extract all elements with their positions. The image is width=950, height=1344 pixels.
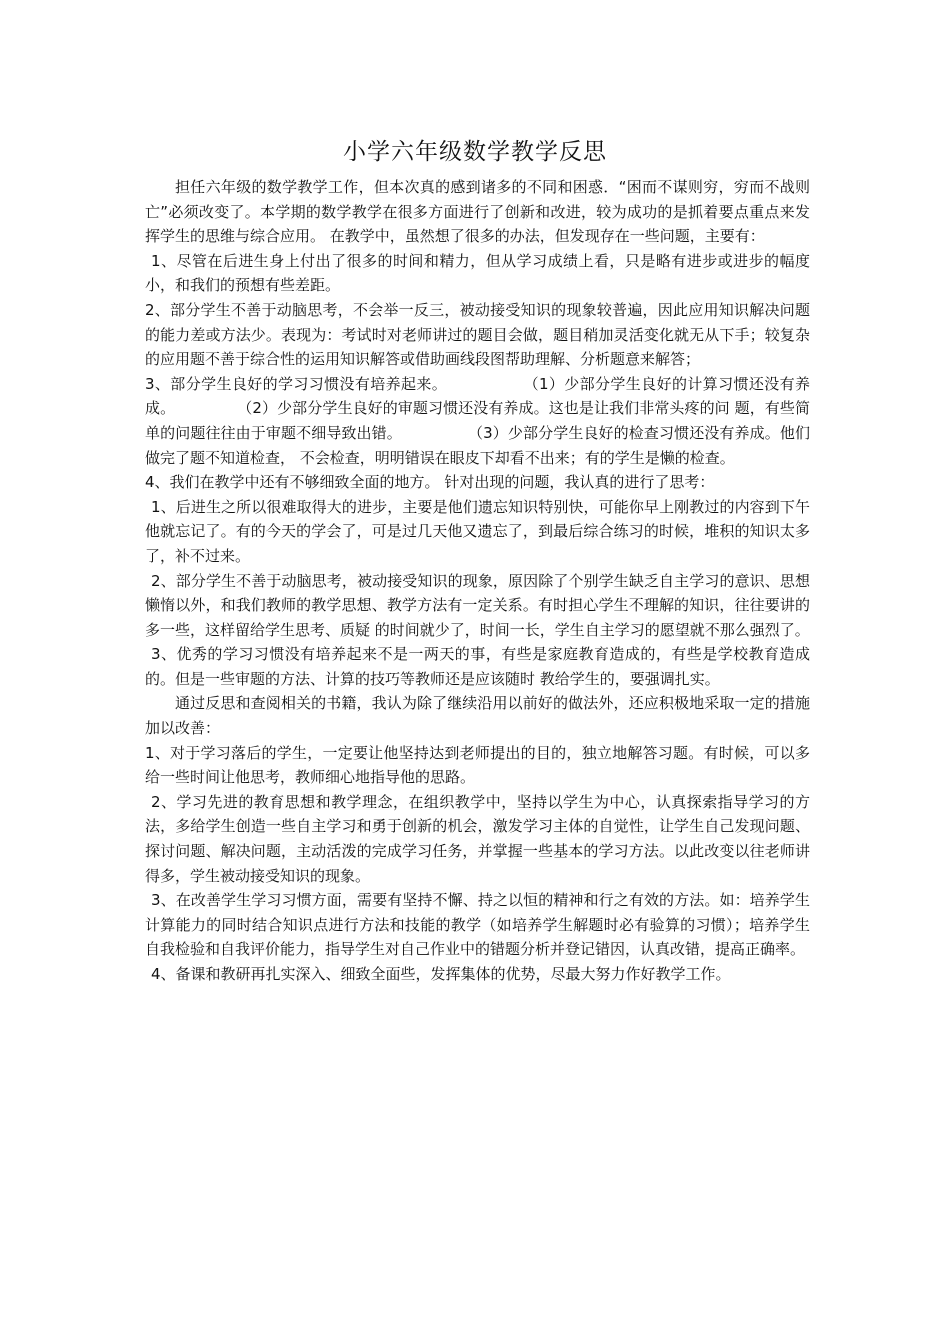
problem-3-item-1: （1）少部分学生良好的计算习惯还没有养成。: [145, 374, 811, 418]
measure-4-paragraph: 4、备课和教研再扎实深入、细致全面些，发挥集体的优势，尽最大努力作好教学工作。: [151, 965, 731, 983]
transition-paragraph: 通过反思和查阅相关的书籍，我认为除了继续沿用以前好的做法外，还应积极地采取一定的措施加以改善：: [145, 694, 810, 738]
intro-paragraph: 担任六年级的数学教学工作，但本次真的感到诸多的不同和困惑．“困而不谋则穷，穷而不战则亡”必须改变了。本学期的数学教学在很多方面进行了创新和改进，较为成功的是抓着要点重点来发挥学生的思维与综合应用。 在教学中，虽然想了很多的办法，但发现存在一些问题，主要有：: [145, 178, 810, 246]
reflection-1-paragraph: 1、后进生之所以很难取得大的进步，主要是他们遗忘知识特别快，可能你早上刚教过的内容到下午他就忘记了。有的今天的学会了，可是过几天他又遗忘了，到最后综合练习的时候，堆积的知识太多了，补不过来。: [145, 497, 810, 565]
measure-1-paragraph: 1、对于学习落后的学生，一定要让他坚持达到老师提出的目的，独立地解答习题。有时候，可以多给一些时间让他思考，教师细心地指导他的思路。: [145, 743, 810, 787]
problem-3-paragraph: [145, 372, 810, 470]
problem-3-item-3: （3）少部分学生良好的检查习惯还没有养成。他们做完了题不知道检查， 不会检查，明明错误在眼皮下却看不出来；有的学生是懒的检查。: [145, 423, 810, 467]
problem-4-paragraph: 4、我们在教学中还有不够细致全面的地方。 针对出现的问题，我认真的进行了思考：: [145, 473, 715, 492]
document-body: [145, 175, 810, 987]
reflection-3-paragraph: 3、优秀的学习习惯没有培养起来不是一两天的事，有些是家庭教育造成的，有些是学校教育造成的。但是一些审题的方法、计算的技巧等教师还是应该随时 教给学生的，要强调扎实。: [145, 645, 810, 688]
measure-3-paragraph: 3、在改善学生学习习惯方面，需要有坚持不懈、持之以恒的精神和行之有效的方法。如：培养学生计算能力的同时结合知识点进行方法和技能的教学（如培养学生解题时必有验算的习惯）；培养学生自我检验和自我评价能力，指导学生对自己作业中的错题分析并登记错因，认真改错，提高正确率。: [145, 891, 810, 959]
reflection-2-paragraph: 2、部分学生不善于动脑思考，被动接受知识的现象，原因除了个别学生缺乏自主学习的意识、思想懒惰以外，和我们教师的教学思想、教学方法有一定关系。有时担心学生不理解的知识，往往要讲的多一些，这样留给学生思考、质疑 的时间就少了，时间一长，学生自主学习的愿望就不那么强烈了。: [145, 571, 810, 639]
measure-2-paragraph: 2、学习先进的教育思想和教学理念，在组织教学中，坚持以学生为中心，认真探索指导学习的方法，多给学生创造一些自主学习和勇于创新的机会，激发学习主体的自觉性，让学生自己发现问题、探讨问题、解决问题，主动活泼的完成学习任务，并掌握一些基本的学习方法。以此改变以往老师讲得多，学生被动接受知识的现象。: [145, 792, 810, 885]
problem-2-paragraph: 2、部分学生不善于动脑思考，不会举一反三，被动接受知识的现象较普遍，因此应用知识解决问题的能力差或方法少。表现为：考试时对老师讲过的题目会做，题目稍加灵活变化就无从下手；较复杂的应用题不善于综合性的运用知识解答或借助画线段图帮助理解、分析题意来解答；: [145, 300, 810, 369]
document-title: 小学六年级数学教学反思: [343, 139, 607, 165]
problem-3-heading: 3、部分学生良好的学习习惯没有培养起来。: [145, 374, 448, 393]
problem-1-paragraph: 1、尽管在后进生身上付出了很多的时间和精力，但从学习成绩上看，只是略有进步或进步的幅度小，和我们的预想有些差距。: [145, 251, 810, 295]
problem-3-item-2: （2）少部分学生良好的审题习惯还没有养成。这也是让我们非常头疼的问 题，有些简单的问题往往由于审题不细导致出错。: [145, 399, 810, 442]
